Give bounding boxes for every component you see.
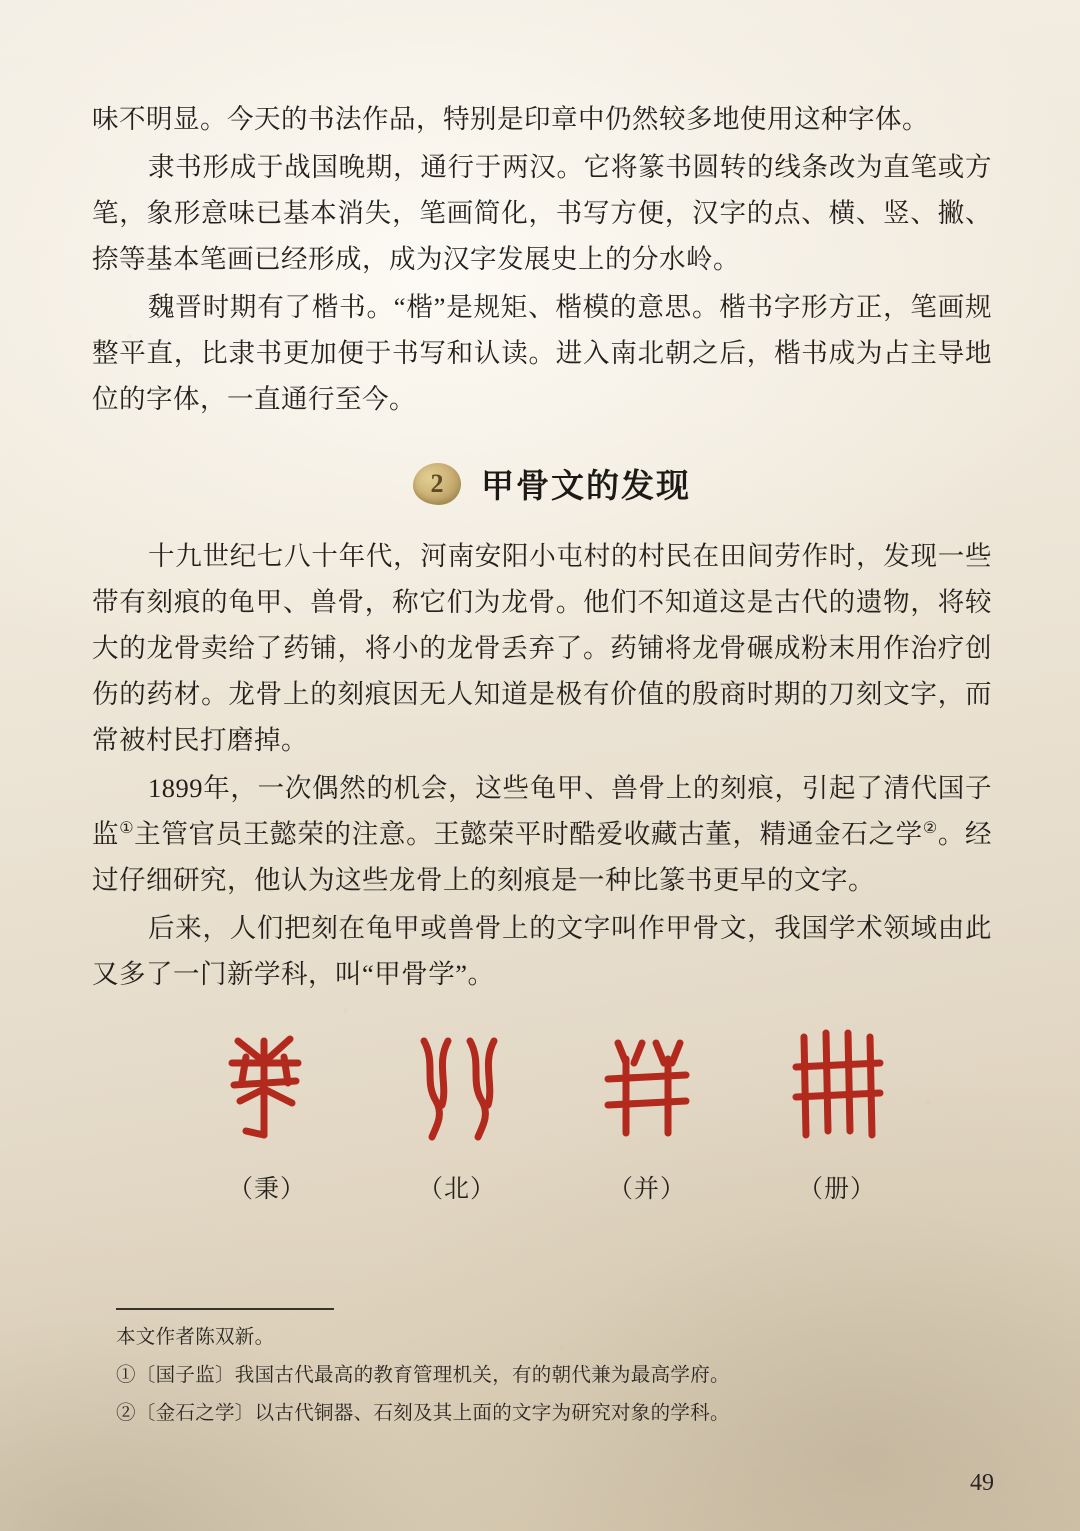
footnote-1: ①〔国子监〕我国古代最高的教育管理机关，有的朝代兼为最高学府。 bbox=[116, 1365, 730, 1386]
paragraph-1: 味不明显。今天的书法作品，特别是印章中仍然较多地使用这种字体。 bbox=[92, 104, 929, 134]
footnote-ref-1: ① bbox=[119, 820, 135, 838]
glyph-label-bing: （秉） bbox=[227, 1176, 306, 1203]
sp2-prefix: 1899年，一次偶然的机会，这些龟甲、兽骨上的刻痕，引起了清代国子监 bbox=[92, 773, 992, 849]
oracle-glyph-bei-icon bbox=[402, 1023, 512, 1151]
section-paragraph-2 bbox=[92, 765, 992, 903]
sp2-suffix: 。经过仔细研究，他认为这些龙骨上的刻痕是一种比篆书更早的文字。 bbox=[92, 819, 993, 895]
glyph-cell-bei bbox=[382, 1023, 532, 1205]
glyph-label-ce: （册） bbox=[797, 1176, 876, 1203]
footnote-ref-2: ② bbox=[922, 820, 938, 838]
glyph-label-bing2: （并） bbox=[607, 1176, 686, 1203]
glyph-cell-bing bbox=[192, 1023, 342, 1205]
section-number: 2 bbox=[430, 468, 444, 498]
paragraph-2: 隶书形成于战国晚期，通行于两汉。它将篆书圆转的线条改为直笔或方笔，象形意味已基本消失，笔画简化，书写方便，汉字的点、横、竖、撇、捺等基本笔画已经形成，成为汉字发展史上的分水岭。 bbox=[92, 152, 992, 274]
footnote-2: ②〔金石之学〕以古代铜器、石刻及其上面的文字为研究对象的学科。 bbox=[116, 1403, 730, 1424]
section-heading bbox=[92, 460, 992, 507]
sp2-middle: 主管官员王懿荣的注意。王懿荣平时酷爱收藏古董，精通金石之学 bbox=[134, 819, 923, 849]
page-number: 49 bbox=[970, 1470, 994, 1496]
oracle-bone-figure bbox=[172, 1055, 932, 1205]
glyph-cell-ce bbox=[762, 1023, 912, 1205]
glyph-cell-bing2 bbox=[572, 1023, 722, 1205]
section-number-badge bbox=[413, 461, 465, 507]
footnote-author: 本文作者陈双新。 bbox=[116, 1327, 275, 1348]
paragraph-3: 魏晋时期有了楷书。“楷”是规矩、楷模的意思。楷书字形方正，笔画规整平直，比隶书更加便于书写和认读。进入南北朝之后，楷书成为占主导地位的字体，一直通行至今。 bbox=[92, 292, 992, 414]
section-paragraph-3: 后来，人们把刻在龟甲或兽骨上的文字叫作甲骨文，我国学术领域由此又多了一门新学科，叫“甲骨学”。 bbox=[92, 913, 992, 989]
oracle-glyph-bing-icon bbox=[212, 1023, 322, 1151]
footnote-divider bbox=[116, 1308, 334, 1310]
oracle-glyph-ce-icon bbox=[782, 1023, 892, 1151]
glyph-label-bei: （北） bbox=[417, 1176, 496, 1203]
section-paragraph-1: 十九世纪七八十年代，河南安阳小屯村的村民在田间劳作时，发现一些带有刻痕的龟甲、兽骨，称它们为龙骨。他们不知道这是古代的遗物，将较大的龙骨卖给了药铺，将小的龙骨丢弃了。药铺将龙骨碾成粉末用作治疗创伤的药材。龙骨上的刻痕因无人知道是极有价值的殷商时期的刀刻文字，而常被村民打磨掉。 bbox=[92, 541, 992, 755]
page-content bbox=[92, 96, 992, 1205]
oracle-glyph-bing2-icon bbox=[592, 1023, 702, 1151]
footnote-area bbox=[116, 1308, 976, 1437]
section-title: 甲骨文的发现 bbox=[481, 469, 691, 505]
